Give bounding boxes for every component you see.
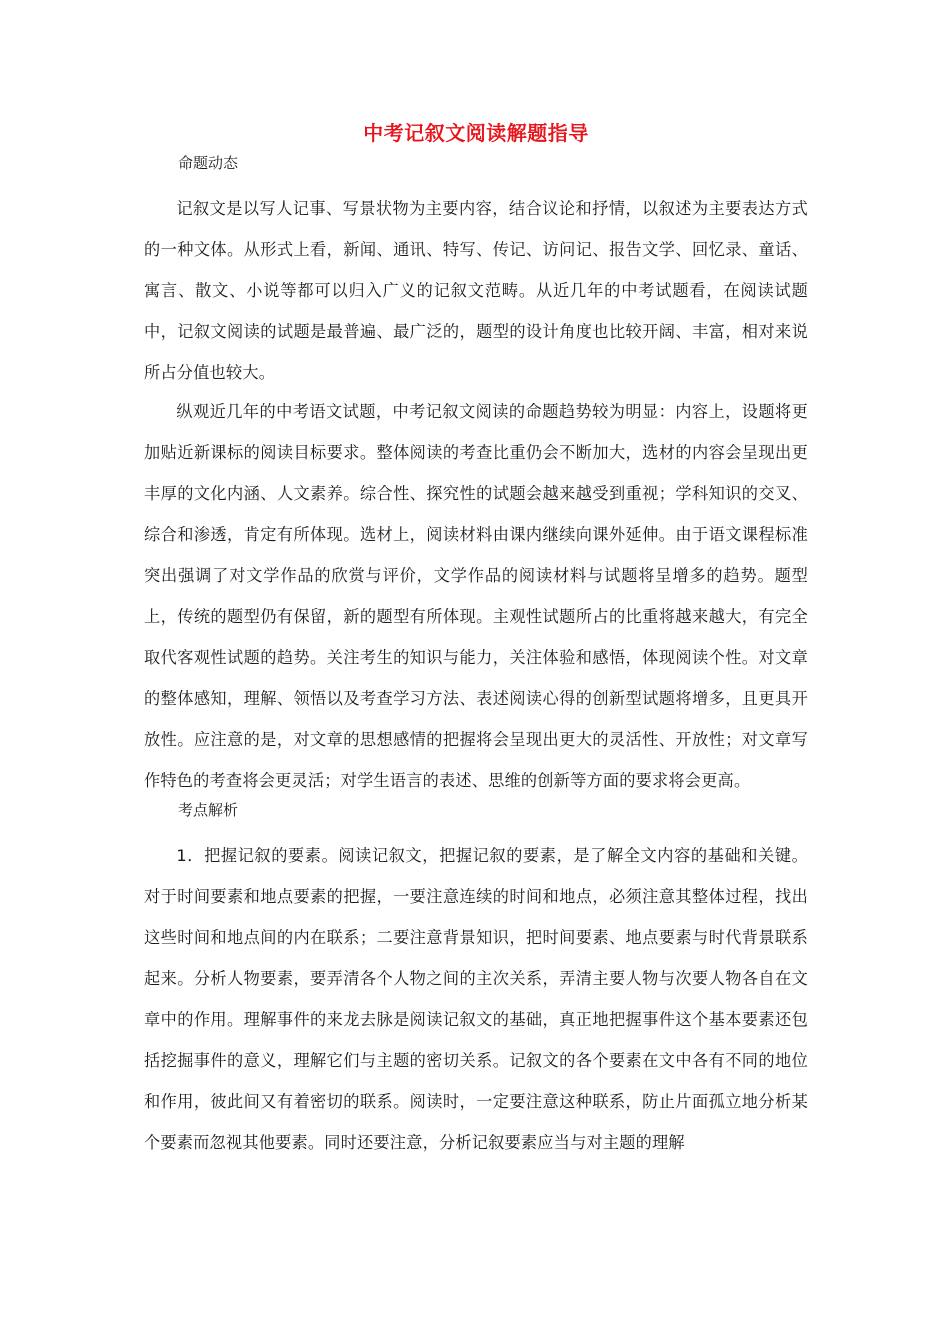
section-test-point-analysis <box>144 799 808 1163</box>
paragraph: 记叙文是以写人记事、写景状物为主要内容，结合议论和抒情，以叙述为主要表达方式的一种文体。从形式上看，新闻、通讯、特写、传记、访问记、报告文学、回忆录、童话、寓言、散文、小说等都可以归入广义的记叙文范畴。从近几年的中考试题看，在阅读试题中，记叙文阅读的试题是最普遍、最广泛的，题型的设计角度也比较开阔、丰富，相对来说所占分值也较大。 <box>144 199 808 382</box>
document-page <box>144 118 808 1161</box>
section-proposition-trends <box>144 152 808 801</box>
section-heading: 命题动态 <box>178 154 239 172</box>
section-heading: 考点解析 <box>178 801 239 819</box>
paragraph: 纵观近几年的中考语文试题，中考记叙文阅读的命题趋势较为明显：内容上，设题将更加贴近新课标的阅读目标要求。整体阅读的考查比重仍会不断加大，选材的内容会呈现出更丰厚的文化内涵、人文素养。综合性、探究性的试题会越来越受到重视；学科知识的交叉、综合和渗透，肯定有所体现。选材上，阅读材料由课内继续向课外延伸。由于语文课程标准突出强调了对文学作品的欣赏与评价，文学作品的阅读材料与试题将呈增多的趋势。题型上，传统的题型仍有保留，新的题型有所体现。主观性试题所占的比重将越来越大，有完全取代客观性试题的趋势。关注考生的知识与能力，关注体验和感悟，体现阅读个性。对文章的整体感知，理解、领悟以及考查学习方法、表述阅读心得的创新型试题将增多，且更具开放性。应注意的是，对文章的思想感情的把握将会呈现出更大的灵活性、开放性；对文章写作特色的考查将会更灵活；对学生语言的表述、思维的创新等方面的要求将会更高。 <box>144 402 808 790</box>
paragraph: 1．把握记叙的要素。阅读记叙文，把握记叙的要素，是了解全文内容的基础和关键。对于时间要素和地点要素的把握，一要注意连续的时间和地点，必须注意其整体过程，找出这些时间和地点间的内在联系；二要注意背景知识，把时间要素、地点要素与时代背景联系起来。分析人物要素，要弄清各个人物之间的主次关系，弄清主要人物与次要人物各自在文章中的作用。理解事件的来龙去脉是阅读记叙文的基础，真正地把握事件这个基本要素还包括挖掘事件的意义，理解它们与主题的密切关系。记叙文的各个要素在文中各有不同的地位和作用，彼此间又有着密切的联系。阅读时，一定要注意这种联系，防止片面孤立地分析某个要素而忽视其他要素。同时还要注意，分析记叙要素应当与对主题的理解 <box>144 846 808 1152</box>
document-title: 中考记叙文阅读解题指导 <box>363 121 589 145</box>
